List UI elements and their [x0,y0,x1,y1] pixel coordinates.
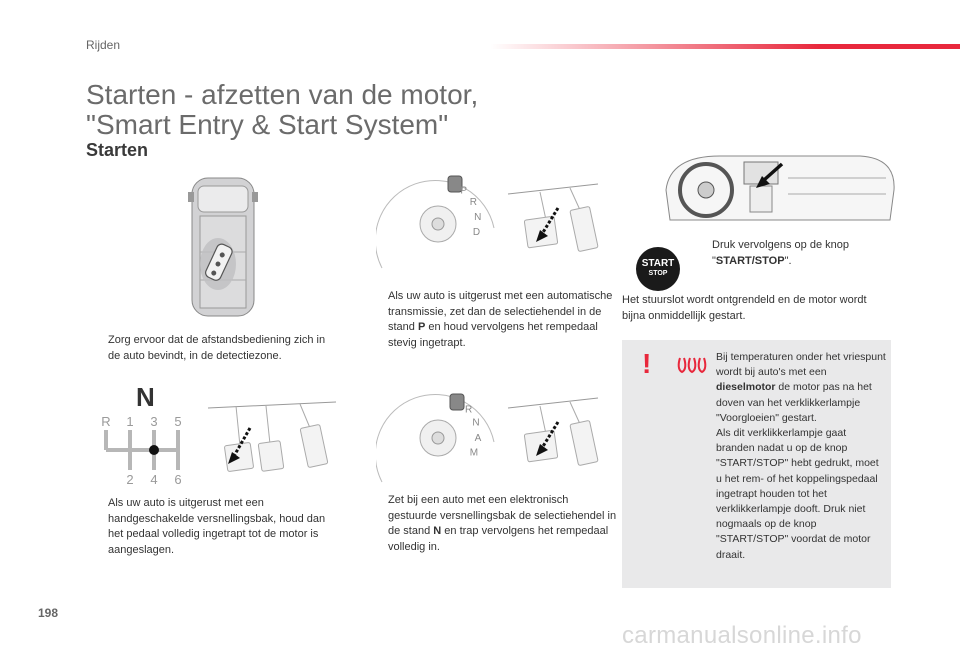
car-top-view-illustration [182,172,264,320]
step-press-start [690,238,860,269]
warning-exclamation-icon: ! [642,348,652,379]
section-label: Rijden [86,38,121,52]
info-p1-bold: dieselmotor [716,381,776,394]
gear-label: 2 [126,472,134,486]
page-title [86,80,566,140]
step-manual-text: Als uw auto is uitgerust met een handgeschakelde versnellingsbak, houd dan het pedaal volledig ingetrapt tot de motor is aangeslagen. [108,497,326,556]
gear-label: 5 [174,414,182,429]
etg-selector-illustration [376,382,602,486]
step-etg [366,493,618,555]
info-p1-end: de motor pas na het doven van het verklikkerlampje "Voorgloeien" gestart. [716,381,872,424]
step-etg-text-c: en trap vervolgens het rempedaal volledig in. [388,525,609,553]
selector-position-label: R [469,197,477,209]
step-remote-text: Zorg ervoor dat de afstandsbediening zich in de auto bevindt, in de detectiezone. [108,334,326,362]
info-p1: Bij temperaturen onder het vriespunt wordt bij auto's met een [716,351,886,379]
gear-top-labels [101,414,181,429]
warning-info-text [716,350,886,563]
step-automatic [366,289,618,351]
gear-label: R [101,414,111,429]
step-press-b: START/STOP [715,254,785,267]
selector-position-label: M [469,447,479,459]
step-auto-text-a: Als uw auto is uitgerust met een automatische transmissie, zet dan de selectiehendel in de stand [388,290,613,333]
header-accent-bar [490,44,960,49]
gear-label: 1 [126,414,134,429]
gear-n-label: N [136,382,155,412]
selector-positions-auto [460,185,481,238]
step-etg-text-a: Zet bij een auto met een elektronisch gestuurde versnellingsbak de selectiehendel in de stand [388,494,617,537]
preheat-glow-plug-icon [676,356,708,376]
step-auto-text-c: en houd vervolgens het rempedaal stevig ingetrapt. [388,321,598,349]
manual-gear-pattern-diagram [96,380,188,486]
page-number: 198 [38,606,59,620]
stop-label: STOP [648,270,668,277]
warning-info-box [622,340,891,588]
page-title-line1: Starten - afzetten van de motor, [86,79,479,110]
step-manual [86,496,336,558]
page-title-line2: "Smart Entry & Start System" [86,109,449,140]
automatic-selector-illustration [376,168,602,272]
selector-positions-etg [465,404,482,458]
selector-position-label: N [474,211,482,223]
step-press-c: ". [784,254,792,267]
section-heading: Starten [86,140,149,160]
info-p2: Als dit verklikkerlampje gaat branden nadat u op de knop "START/STOP" hebt gedrukt, moet u het rem- of het koppelingspedaal ingetrapt houden tot het verklikkerlampje dooft. Druk niet nogmaals op de knop "START/STOP" voordat de motor draait. [716,427,879,561]
watermark: carmanualsonline.info [622,622,862,649]
selector-position-label: N [472,417,480,429]
step-auto-text-b: P [417,321,426,333]
selector-position-label: D [472,227,481,239]
pedals-manual-illustration [204,398,340,474]
start-label: START [641,258,675,269]
selector-position-label: A [474,432,482,444]
unlock-note: Het stuurslot wordt ontgrendeld en de motor wordt bijna onmiddellijk gestart. [622,294,867,322]
step-press-a: Druk vervolgens op de knop " [712,239,849,267]
selector-position-label: P [460,185,468,197]
step-etg-text-b: N [433,525,442,537]
gear-label: 4 [150,472,158,486]
gear-label: 6 [174,472,182,486]
dashboard-illustration [660,150,900,230]
start-stop-button-icon [636,247,680,291]
gear-bottom-labels [126,472,181,486]
gear-label: 3 [150,414,158,429]
step-remote [86,333,336,364]
selector-position-label: R [465,404,473,416]
